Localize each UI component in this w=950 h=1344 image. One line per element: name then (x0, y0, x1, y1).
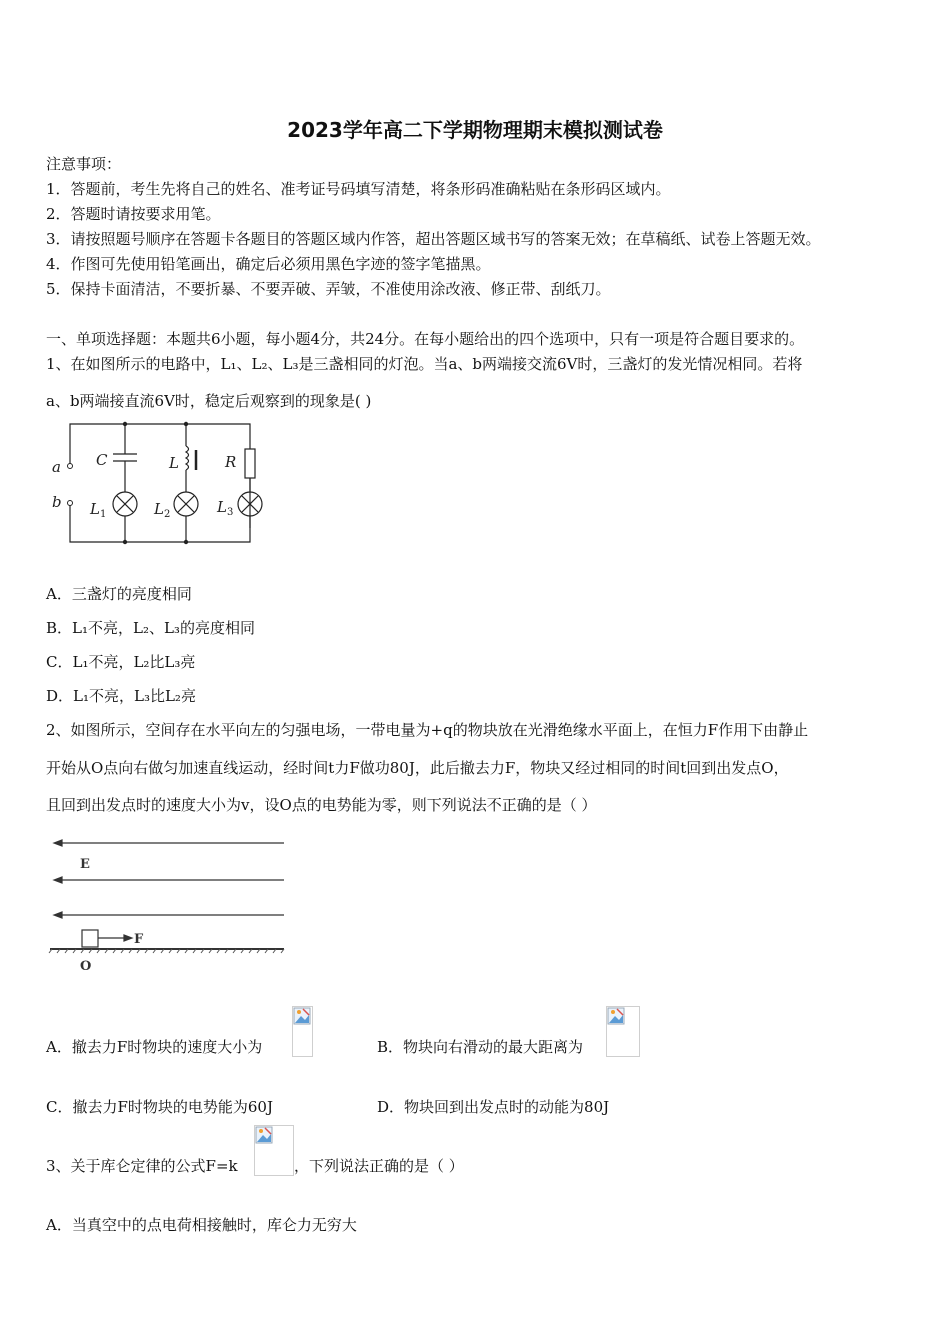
terminal-a-label: a (52, 458, 61, 476)
q1-option-d: D．L₁不亮，L₃比L₂亮 (46, 687, 196, 705)
broken-image-icon (607, 1007, 625, 1025)
field-e-label: E (80, 857, 90, 872)
q1-option-a: A．三盏灯的亮度相同 (46, 585, 192, 603)
lamp2-subscript: 2 (164, 509, 171, 520)
q2-stem-line2: 开始从O点向右做匀加速直线运动，经时间t力F做功80J，此后撤去力F，物块又经过相同的时间t回到出发点O， (46, 759, 789, 777)
notice-heading: 注意事项： (46, 155, 122, 173)
q2-option-b: B．物块向右滑动的最大距离为 (377, 1038, 584, 1056)
q1-option-c: C．L₁不亮，L₂比L₃亮 (46, 653, 196, 671)
q2-stem-line1: 2、如图所示，空间存在水平向左的匀强电场，一带电量为+q的物块放在光滑绝缘水平面上，在恒力F作用下由静止 (46, 721, 809, 739)
notice-item-2: 2．答题时请按要求用笔。 (46, 205, 221, 223)
q1-stem-line1: 1、在如图所示的电路中，L₁、L₂、L₃是三盏相同的灯泡。当a、b两端接交流6V时，三盏灯的发光情况相同。若将 (46, 355, 803, 373)
notice-item-5: 5．保持卡面清洁，不要折暴、不要弄破、弄皱，不准使用涂改液、修正带、刮纸刀。 (46, 280, 611, 298)
q2-stem-line3: 且回到出发点时的速度大小为v，设O点的电势能为零，则下列说法不正确的是（ ） (46, 796, 597, 814)
page-title: 2023学年高二下学期物理期末模拟测试卷 (287, 118, 663, 142)
capacitor-label: C (96, 451, 108, 469)
terminal-b-label: b (52, 493, 62, 511)
resistor-label: R (225, 453, 237, 471)
q1-option-b: B．L₁不亮，L₂、L₃的亮度相同 (46, 619, 255, 637)
notice-item-3: 3．请按照题号顺序在答题卡各题目的答题区域内作答，超出答题区域书写的答案无效；在草稿纸、试卷上答题无效。 (46, 230, 821, 248)
broken-image-icon (293, 1007, 311, 1025)
broken-image-formula-b (606, 1006, 640, 1057)
q1-circuit-figure (46, 418, 276, 548)
q2-option-c: C．撤去力F时物块的电势能为60J (46, 1098, 273, 1116)
q3-stem-suffix: ，下列说法正确的是（ ） (294, 1157, 464, 1175)
lamp1-label: L (90, 500, 100, 518)
q2-field-figure (46, 832, 291, 977)
broken-image-coulomb-formula (254, 1125, 294, 1176)
q1-stem-line2: a、b两端接直流6V时，稳定后观察到的现象是( ) (46, 392, 372, 410)
notice-item-1: 1．答题前，考生先将自己的姓名、准考证号码填写清楚，将条形码准确粘贴在条形码区域内。 (46, 180, 671, 198)
section-heading: 一、单项选择题：本题共6小题，每小题4分，共24分。在每小题给出的四个选项中，只有一项是符合题目要求的。 (46, 330, 805, 348)
lamp3-subscript: 3 (227, 507, 234, 518)
q3-option-a: A．当真空中的点电荷相接触时，库仑力无穷大 (46, 1216, 357, 1234)
broken-image-icon (255, 1126, 273, 1144)
q2-option-a: A．撤去力F时物块的速度大小为 (46, 1038, 263, 1056)
broken-image-formula-a (292, 1006, 313, 1057)
lamp3-label: L (217, 498, 227, 516)
lamp2-label: L (154, 500, 164, 518)
notice-item-4: 4．作图可先使用铅笔画出，确定后必须用黑色字迹的签字笔描黑。 (46, 255, 491, 273)
force-f-label: F (134, 932, 144, 947)
q3-stem-prefix: 3、关于库仑定律的公式F=k (46, 1157, 238, 1175)
lamp1-subscript: 1 (100, 509, 107, 520)
origin-o-label: O (80, 959, 92, 974)
inductor-label: L (169, 454, 179, 472)
q2-option-d: D．物块回到出发点时的动能为80J (377, 1098, 610, 1116)
